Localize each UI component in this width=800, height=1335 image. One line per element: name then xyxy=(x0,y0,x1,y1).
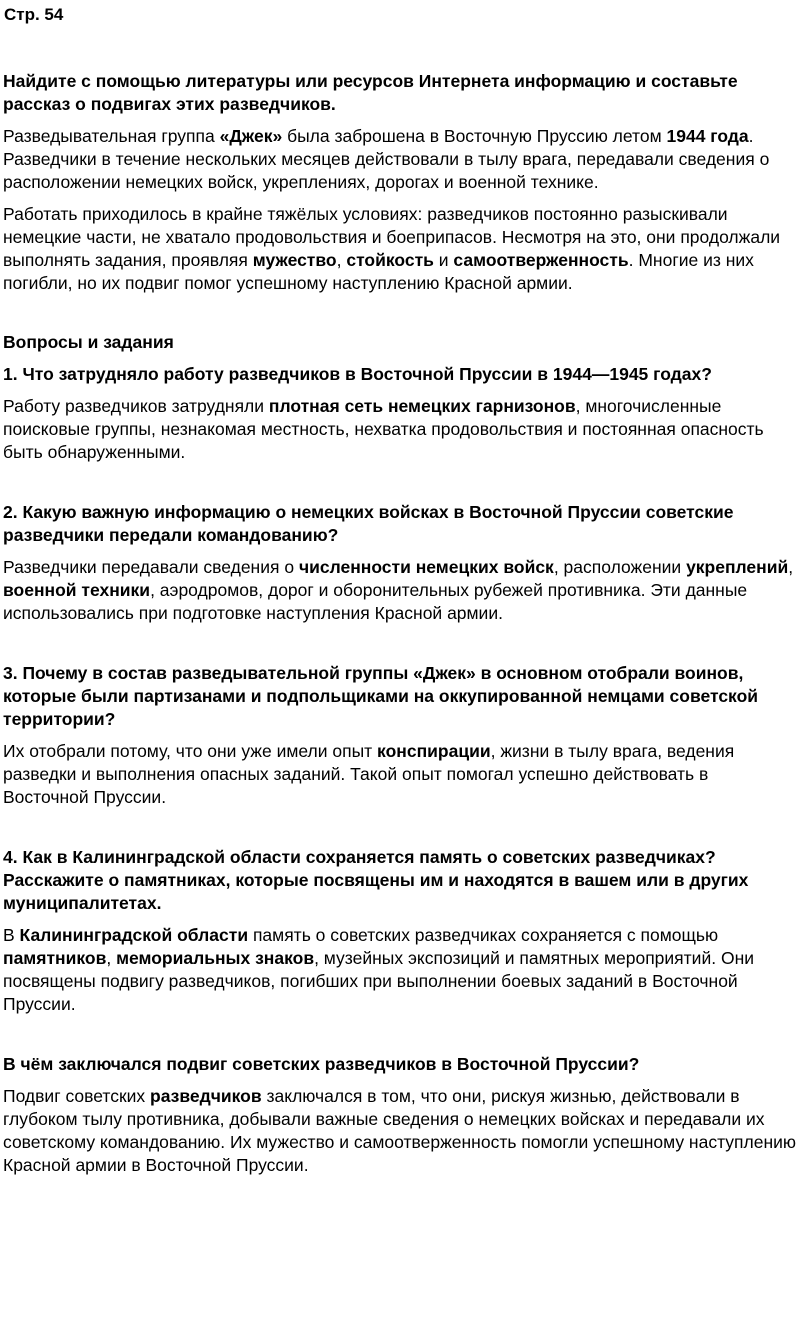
bold-term: плотная сеть немецких гарнизонов xyxy=(268,396,576,416)
bold-term: Калининградской области xyxy=(19,925,249,945)
bold-term: самоотверженность xyxy=(453,250,629,270)
bold-term: конспирации xyxy=(377,741,491,761)
bold-term: 1944 года xyxy=(666,126,749,146)
bold-term: мужество xyxy=(252,250,337,270)
bold-term: памятников xyxy=(3,948,107,968)
section-title: Вопросы и задания xyxy=(3,332,174,352)
bold-term: мемориальных знаков xyxy=(116,948,315,968)
bold-term: численности немецких войск xyxy=(298,557,554,577)
bold-term: военной техники xyxy=(3,580,151,600)
bold-term: «Джек» xyxy=(219,126,283,146)
question-2-heading: 2. Какую важную информацию о немецких войсках в Восточной Пруссии советские разведчики передали командованию? xyxy=(3,502,734,545)
question-1-heading: 1. Что затрудняло работу разведчиков в Восточной Пруссии в 1944—1945 годах? xyxy=(3,364,712,384)
question-4-heading: 4. Как в Калининградской области сохраняется память о советских разведчиках? Расскажите о памятниках, которые посвящены им и находятся в вашем или в других муниципалитетах. xyxy=(3,847,749,913)
answer-5: Подвиг советских разведчиков заключался в том, что они, рискуя жизнью, действовали в глубоком тылу противника, добывали важные сведения о немецких войсках и передавали их советскому командованию. Их мужество и самоотверженность помогли успешному наступлению Красной армии в Восточной Пруссии. xyxy=(3,1086,797,1175)
answer-1: Работу разведчиков затрудняли плотная сеть немецких гарнизонов, многочисленные поисковые группы, незнакомая местность, нехватка продовольствия и постоянная опасность быть обнаруженными. xyxy=(3,396,764,462)
question-5-heading: В чём заключался подвиг советских разведчиков в Восточной Пруссии? xyxy=(3,1054,640,1074)
bold-term: укреплений xyxy=(686,557,789,577)
answer-4: В Калининградской области память о советских разведчиках сохраняется с помощью памятников, мемориальных знаков, музейных экспозиций и памятных мероприятий. Они посвящены подвигу разведчиков, погибших при выполнении боевых заданий в Восточной Пруссии. xyxy=(3,925,755,1014)
page-number: Стр. 54 xyxy=(4,5,64,24)
document-content xyxy=(3,70,798,1177)
bold-term: стойкость xyxy=(346,250,434,270)
intro-heading: Найдите с помощью литературы или ресурсов Интернета информацию и составьте рассказ о подвигах этих разведчиков. xyxy=(3,71,738,114)
intro-paragraph-2: Работать приходилось в крайне тяжёлых условиях: разведчиков постоянно разыскивали немецкие части, не хватало продовольствия и боеприпасов. Несмотря на это, они продолжали выполнять задания, проявляя мужество, стойкость и самоотверженность. Многие из них погибли, но их подвиг помог успешному наступлению Красной армии. xyxy=(3,204,781,293)
bold-term: разведчиков xyxy=(150,1086,262,1106)
answer-2: Разведчики передавали сведения о численности немецких войск, расположении укреплений, военной техники, аэродромов, дорог и оборонительных рубежей противника. Эти данные использовались при подготовке наступления Красной армии. xyxy=(3,557,794,623)
answer-3: Их отобрали потому, что они уже имели опыт конспирации, жизни в тылу врага, ведения разведки и выполнения опасных заданий. Такой опыт помогал успешно действовать в Восточной Пруссии. xyxy=(3,741,735,807)
question-3-heading: 3. Почему в состав разведывательной группы «Джек» в основном отобрали воинов, которые были партизанами и подпольщиками на оккупированной немцами советской территории? xyxy=(3,663,759,729)
intro-paragraph-1: Разведывательная группа «Джек» была заброшена в Восточную Пруссию летом 1944 года. Разведчики в течение нескольких месяцев действовали в тылу врага, передавали сведения о расположении немецких войск, укреплениях, дорогах и военной технике. xyxy=(3,126,770,192)
